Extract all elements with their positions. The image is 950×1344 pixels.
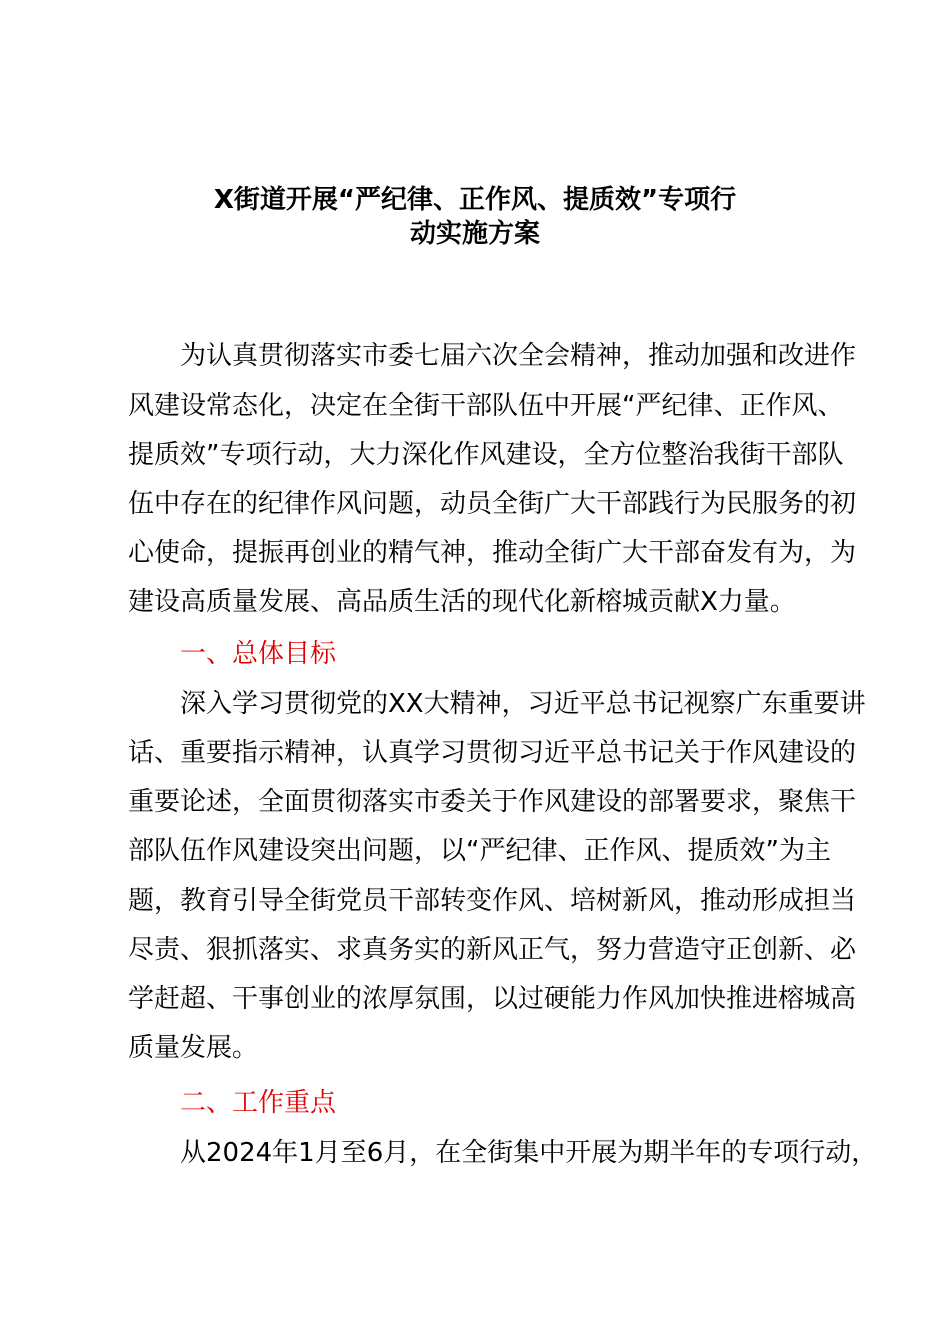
intro-line-5: 心使命，提振再创业的精气神，推动全街广大干部奋发有为，为 xyxy=(128,538,857,568)
section1-line-2: 话、重要指示精神，认真学习贯彻习近平总书记关于作风建设的 xyxy=(128,738,857,768)
intro-line-4: 伍中存在的纪律作风问题，动员全街广大干部践行为民服务的初 xyxy=(128,489,857,519)
section1-line-7: 学赶超、干事创业的浓厚氛围，以过硬能力作风加快推进榕城高 xyxy=(128,984,857,1014)
title-line-2: 动实施方案 xyxy=(409,219,540,249)
section1-line-8: 质量发展。 xyxy=(128,1033,259,1063)
document-title xyxy=(80,183,870,251)
intro-line-6: 建设高质量发展、高品质生活的现代化新榕城贡献X力量。 xyxy=(128,587,796,617)
section1-line-4: 部队伍作风建设突出问题，以“严纪律、正作风、提质效”为主 xyxy=(128,836,831,866)
section1-line-6: 尽责、狠抓落实、求真务实的新风正气，努力营造守正创新、必 xyxy=(128,935,857,965)
title-line-1: X街道开展“严纪律、正作风、提质效”专项行 xyxy=(213,185,737,215)
section-heading-2: 二、工作重点 xyxy=(180,1088,337,1118)
section-heading-1: 一、总体目标 xyxy=(180,639,337,669)
section1-line-5: 题，教育引导全街党员干部转变作风、培树新风，推动形成担当 xyxy=(128,886,857,916)
intro-line-2: 风建设常态化，决定在全街干部队伍中开展“严纪律、正作风、 xyxy=(128,391,844,421)
section1-line-1: 深入学习贯彻党的XX大精神，习近平总书记视察广东重要讲 xyxy=(180,689,866,719)
section2-line-1: 从2024年1月至6月，在全街集中开展为期半年的专项行动， xyxy=(180,1138,878,1168)
intro-line-1: 为认真贯彻落实市委七届六次全会精神，推动加强和改进作 xyxy=(180,341,857,371)
section1-line-3: 重要论述，全面贯彻落实市委关于作风建设的部署要求，聚焦干 xyxy=(128,787,857,817)
intro-line-3: 提质效”专项行动，大力深化作风建设，全方位整治我街干部队 xyxy=(128,440,844,470)
